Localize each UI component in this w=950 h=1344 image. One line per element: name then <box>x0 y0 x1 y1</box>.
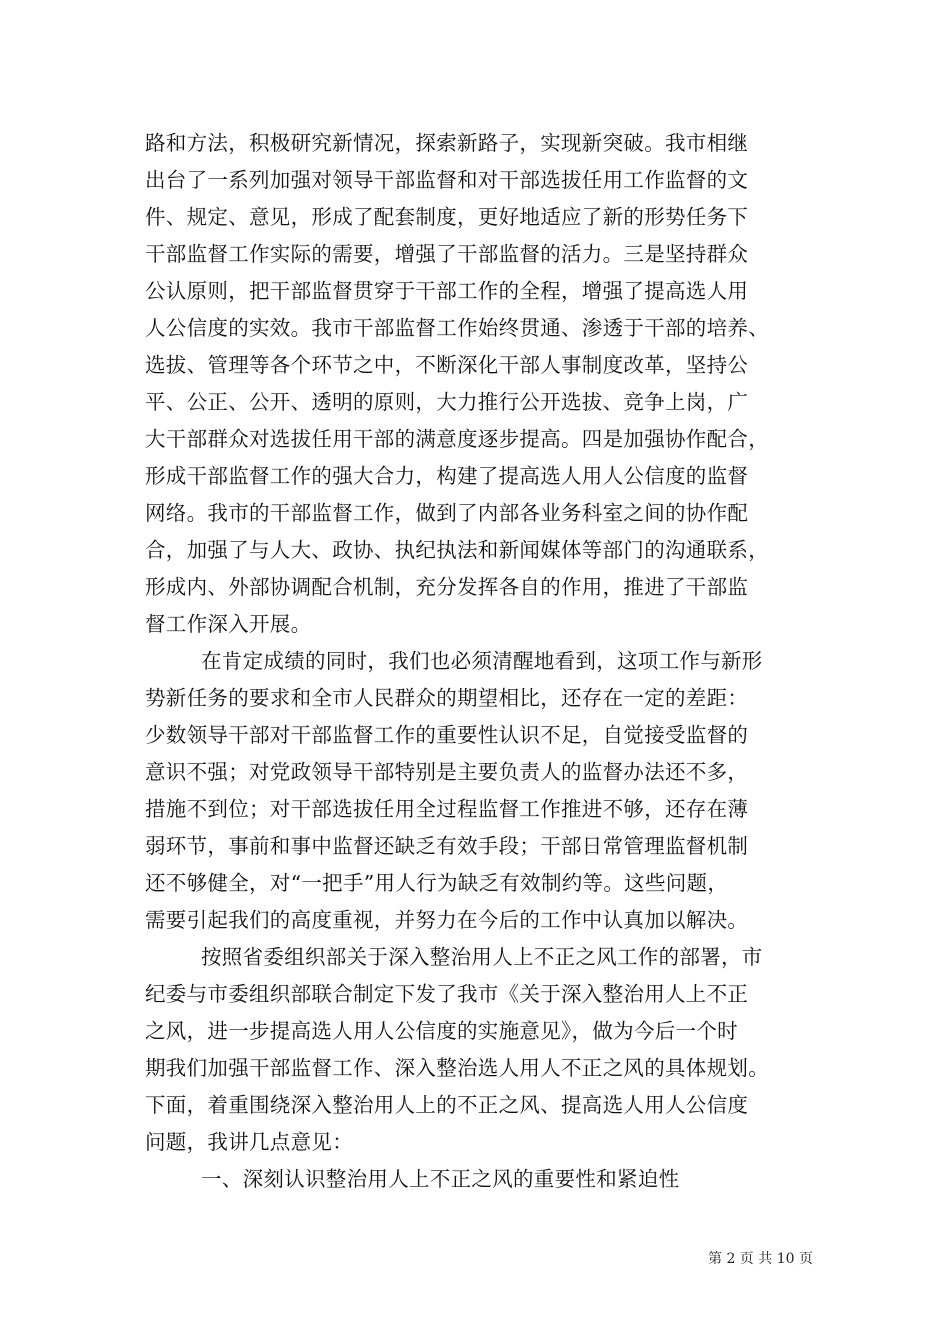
text-line: 出台了一系列加强对领导干部监督和对干部选拔任用工作监督的文 <box>145 168 749 192</box>
text-line: 路和方法，积极研究新情况，探索新路子，实现新突破。我市相继 <box>145 131 749 155</box>
text-line: 干部监督工作实际的需要，增强了干部监督的活力。三是坚持群众 <box>145 242 749 266</box>
document-body <box>145 125 825 1198</box>
text-line: 件、规定、意见，形成了配套制度，更好地适应了新的形势任务下 <box>145 205 749 229</box>
text-line: 平、公正、公开、透明的原则，大力推行公开选拔、竞争上岗，广 <box>145 390 749 414</box>
text-line: 下面，着重围绕深入整治用人上的不正之风、提高选人用人公信度 <box>145 1093 749 1117</box>
text-line: 公认原则，把干部监督贯穿于干部工作的全程，增强了提高选人用 <box>145 279 749 303</box>
text-line: 合，加强了与人大、政协、执纪执法和新闻媒体等部门的沟通联系， <box>145 538 769 562</box>
text-line: 督工作深入开展。 <box>145 612 312 636</box>
text-line: 形成干部监督工作的强大合力，构建了提高选人用人公信度的监督 <box>145 464 749 488</box>
text-line: 形成内、外部协调配合机制，充分发挥各自的作用，推进了干部监 <box>145 575 749 599</box>
paragraph <box>145 1161 825 1198</box>
page-number-footer: 第 2 页 共 10 页 <box>708 1251 813 1267</box>
text-line: 在肯定成绩的同时，我们也必须清醒地看到，这项工作与新形 <box>201 649 763 673</box>
text-line: 弱环节，事前和事中监督还缺乏有效手段；干部日常管理监督机制 <box>145 834 749 858</box>
text-line: 一、深刻认识整治用人上不正之风的重要性和紧迫性 <box>201 1167 680 1191</box>
paragraph <box>145 125 825 643</box>
text-line: 措施不到位；对干部选拔任用全过程监督工作推进不够，还存在薄 <box>145 797 749 821</box>
text-line: 意识不强；对党政领导干部特别是主要负责人的监督办法还不多， <box>145 760 749 784</box>
text-line: 人公信度的实效。我市干部监督工作始终贯通、渗透于干部的培养、 <box>145 316 769 340</box>
text-line: 网络。我市的干部监督工作，做到了内部各业务科室之间的协作配 <box>145 501 749 525</box>
text-line: 期我们加强干部监督工作、深入整治选人用人不正之风的具体规划。 <box>145 1056 769 1080</box>
text-line: 问题，我讲几点意见： <box>145 1130 353 1154</box>
paragraph <box>145 643 825 939</box>
text-line: 还不够健全，对“一把手”用人行为缺乏有效制约等。这些问题， <box>145 871 729 895</box>
text-line: 之风，进一步提高选人用人公信度的实施意见》，做为今后一个时 <box>145 1019 738 1043</box>
text-line: 需要引起我们的高度重视，并努力在今后的工作中认真加以解决。 <box>145 908 749 932</box>
text-line: 少数领导干部对干部监督工作的重要性认识不足，自觉接受监督的 <box>145 723 749 747</box>
paragraph <box>145 939 825 1161</box>
text-line: 选拔、管理等各个环节之中，不断深化干部人事制度改革，坚持公 <box>145 353 749 377</box>
text-line: 大干部群众对选拔任用干部的满意度逐步提高。四是加强协作配合， <box>145 427 769 451</box>
text-line: 势新任务的要求和全市人民群众的期望相比，还存在一定的差距： <box>145 686 749 710</box>
text-line: 纪委与市委组织部联合制定下发了我市《关于深入整治用人上不正 <box>145 982 749 1006</box>
text-line: 按照省委组织部关于深入整治用人上不正之风工作的部署，市 <box>201 945 763 969</box>
